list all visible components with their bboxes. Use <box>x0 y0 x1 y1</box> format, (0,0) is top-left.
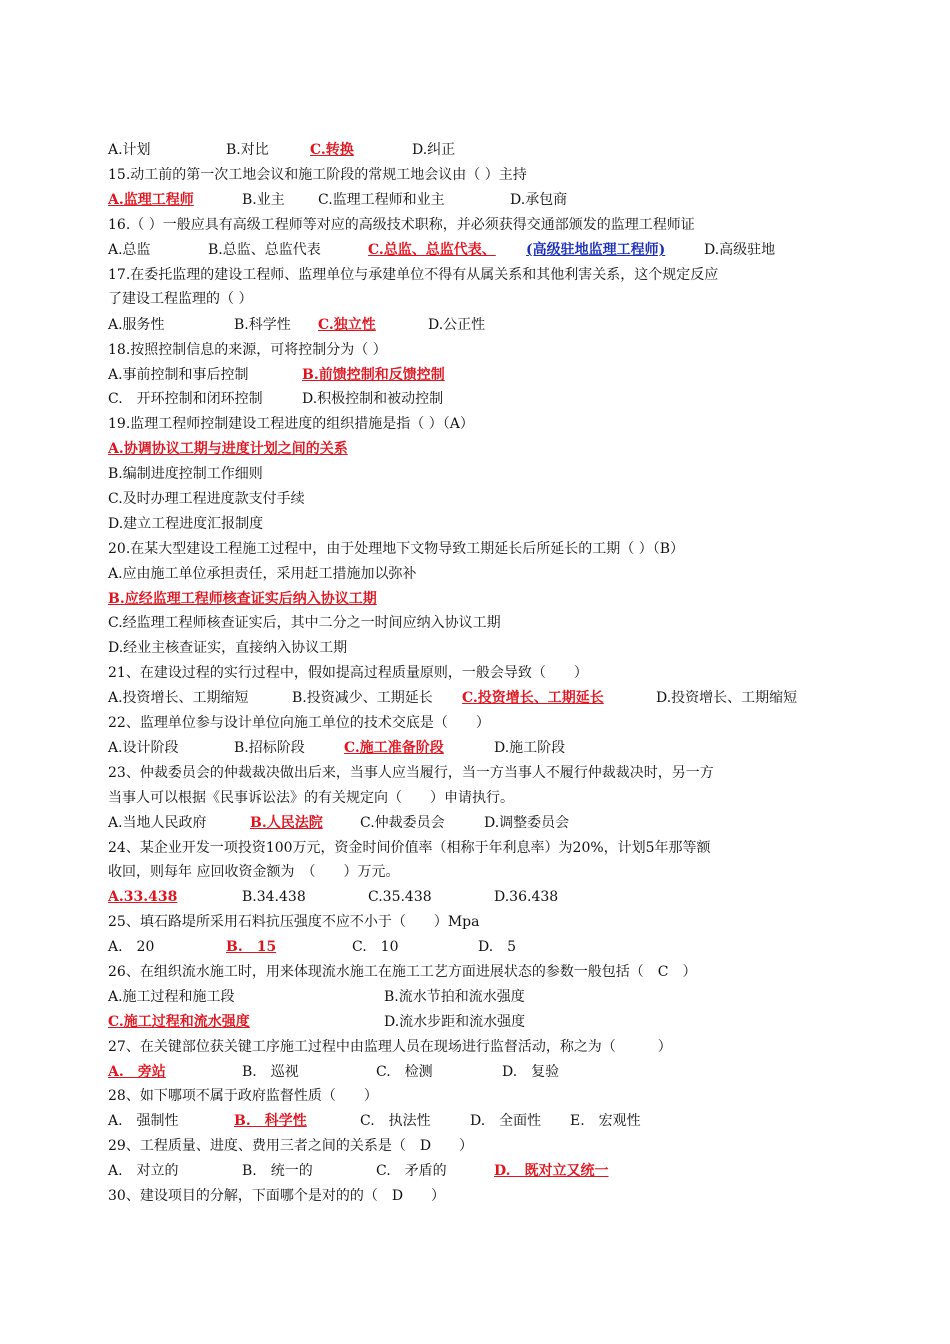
option-a: A. 20 <box>108 939 155 955</box>
option-d: D. 5 <box>478 939 517 955</box>
option-b: B.投资减少、工期延长 <box>292 690 433 706</box>
option-c: C. 执法性 <box>360 1113 431 1129</box>
q20-option-a: A.应由施工单位承担责任，采用赶工措施加以弥补 <box>108 566 417 582</box>
option-d: D.流水步距和流水强度 <box>384 1014 526 1030</box>
option-a: A.施工过程和施工段 <box>108 989 235 1005</box>
q23-question-line2: 当事人可以根据《民事诉讼法》的有关规定向（ ）申请执行。 <box>108 790 514 806</box>
option-d: D.公正性 <box>428 317 486 333</box>
q19-question: 19.监理工程师控制建设工程进度的组织措施是指（ ）（A） <box>108 416 474 432</box>
option-a: A.服务性 <box>108 317 165 333</box>
option-a: A.总监 <box>108 242 151 258</box>
option-b: B. 巡视 <box>242 1064 299 1080</box>
option-b: B.业主 <box>242 192 285 208</box>
option-c: C. 开环控制和闭环控制 <box>108 391 263 407</box>
option-b: B. 统一的 <box>242 1163 313 1179</box>
option-b-answer: B. 科学性 <box>234 1113 307 1129</box>
q27-question: 27、在关键部位获关键工序施工过程中由监理人员在现场进行监督活动，称之为（ ） <box>108 1039 672 1055</box>
option-d: D.投资增长、工期缩短 <box>656 690 798 706</box>
q26-question: 26、在组织流水施工时，用来体现流水施工在施工工艺方面进展状态的参数一般包括（ C ） <box>108 964 697 980</box>
option-d: D.施工阶段 <box>494 740 566 756</box>
q30-question: 30、建设项目的分解，下面哪个是对的的（ D ） <box>108 1188 446 1204</box>
option-b-answer: B.人民法院 <box>250 815 323 831</box>
option-b: B.34.438 <box>242 889 306 905</box>
option-c-answer: C.施工准备阶段 <box>344 740 444 756</box>
option-a: A. 对立的 <box>108 1163 179 1179</box>
q15-question: 15.动工前的第一次工地会议和施工阶段的常规工地会议由（ ）主持 <box>108 167 527 183</box>
q22-question: 22、监理单位参与设计单位向施工单位的技术交底是（ ） <box>108 715 490 731</box>
q24-question-line2: 收回，则每年 应回收资金额为 （ ）万元。 <box>108 864 400 880</box>
option-d: D.积极控制和被动控制 <box>302 391 444 407</box>
q19-option-b: B.编制进度控制工作细则 <box>108 466 263 482</box>
option-b-answer: B. 15 <box>226 939 277 955</box>
q20-option-c: C.经监理工程师核查证实后，其中二分之一时间应纳入协议工期 <box>108 615 501 631</box>
option-a: A. 强制性 <box>108 1113 179 1129</box>
option-c: C. 检测 <box>376 1064 433 1080</box>
option-a-answer: A.33.438 <box>108 889 178 905</box>
q17-question-line1: 17.在委托监理的建设工程师、监理单位与承建单位不得有从属关系和其他利害关系，这个规定反应 <box>108 267 719 283</box>
q20-option-b-answer: B.应经监理工程师核查证实后纳入协议工期 <box>108 591 377 607</box>
option-a: A.计划 <box>108 142 151 158</box>
option-b: B.招标阶段 <box>234 740 305 756</box>
option-c-answer: C.投资增长、工期延长 <box>462 690 604 706</box>
option-c: C. 10 <box>352 939 399 955</box>
option-c-answer: C.转换 <box>310 142 354 158</box>
option-d: D.承包商 <box>510 192 568 208</box>
q21-question: 21、在建设过程的实行过程中，假如提高过程质量原则，一般会导致（ ） <box>108 665 588 681</box>
option-d: D.36.438 <box>494 889 559 905</box>
q19-option-c: C.及时办理工程进度款支付手续 <box>108 491 305 507</box>
option-a: A.当地人民政府 <box>108 815 207 831</box>
option-d: D.调整委员会 <box>484 815 570 831</box>
option-d: D.纠正 <box>412 142 456 158</box>
option-d-answer: D. 既对立又统一 <box>494 1163 609 1179</box>
option-a-answer: A.监理工程师 <box>108 192 194 208</box>
q25-question: 25、填石路堤所采用石料抗压强度不应不小于（ ）Mpa <box>108 914 480 930</box>
q18-question: 18.按照控制信息的来源，可将控制分为（ ） <box>108 342 387 358</box>
option-c-answer-extra: (高级驻地监理工程师) <box>526 242 666 258</box>
q23-question-line1: 23、仲裁委员会的仲裁裁决做出后来，当事人应当履行，当一方当事人不履行仲裁裁决时，另一方 <box>108 765 714 781</box>
option-c: C.监理工程师和业主 <box>318 192 445 208</box>
option-b: B.流水节拍和流水强度 <box>384 989 525 1005</box>
q28-question: 28、如下哪项不属于政府监督性质（ ） <box>108 1088 378 1104</box>
option-d: D. 全面性 <box>470 1113 542 1129</box>
option-c: C.仲裁委员会 <box>360 815 445 831</box>
option-c: C.35.438 <box>368 889 432 905</box>
option-b-answer: B.前馈控制和反馈控制 <box>302 367 445 383</box>
q24-question-line1: 24、某企业开发一项投资100万元，资金时间价值率（相称于年利息率）为20%，计划5年那等额 <box>108 840 711 856</box>
option-c: C. 矛盾的 <box>376 1163 447 1179</box>
option-a: A.设计阶段 <box>108 740 179 756</box>
option-b: B.总监、总监代表 <box>208 242 321 258</box>
q16-question: 16.（ ）一般应具有高级工程师等对应的高级技术职称，并必须获得交通部颁发的监理工程师证 <box>108 217 695 233</box>
option-b: B.科学性 <box>234 317 291 333</box>
option-a-answer: A. 旁站 <box>108 1064 166 1080</box>
option-d: D. 复验 <box>502 1064 560 1080</box>
q29-question: 29、工程质量、进度、费用三者之间的关系是（ D ） <box>108 1138 474 1154</box>
q20-option-d: D.经业主核查证实，直接纳入协议工期 <box>108 640 348 656</box>
option-c-answer: C.总监、总监代表、 <box>368 242 496 258</box>
option-c-answer: C.施工过程和流水强度 <box>108 1014 250 1030</box>
q19-option-a-answer: A.协调协议工期与进度计划之间的关系 <box>108 441 348 457</box>
option-c-answer: C.独立性 <box>318 317 376 333</box>
option-e: E. 宏观性 <box>570 1113 641 1129</box>
option-a: A.事前控制和事后控制 <box>108 367 249 383</box>
option-a: A.投资增长、工期缩短 <box>108 690 249 706</box>
q19-option-d: D.建立工程进度汇报制度 <box>108 516 264 532</box>
q17-question-line2: 了建设工程监理的（ ） <box>108 291 253 307</box>
q20-question: 20.在某大型建设工程施工过程中，由于处理地下文物导致工期延长后所延长的工期（ ）（B） <box>108 541 685 557</box>
option-b: B.对比 <box>226 142 269 158</box>
option-d: D.高级驻地 <box>704 242 776 258</box>
